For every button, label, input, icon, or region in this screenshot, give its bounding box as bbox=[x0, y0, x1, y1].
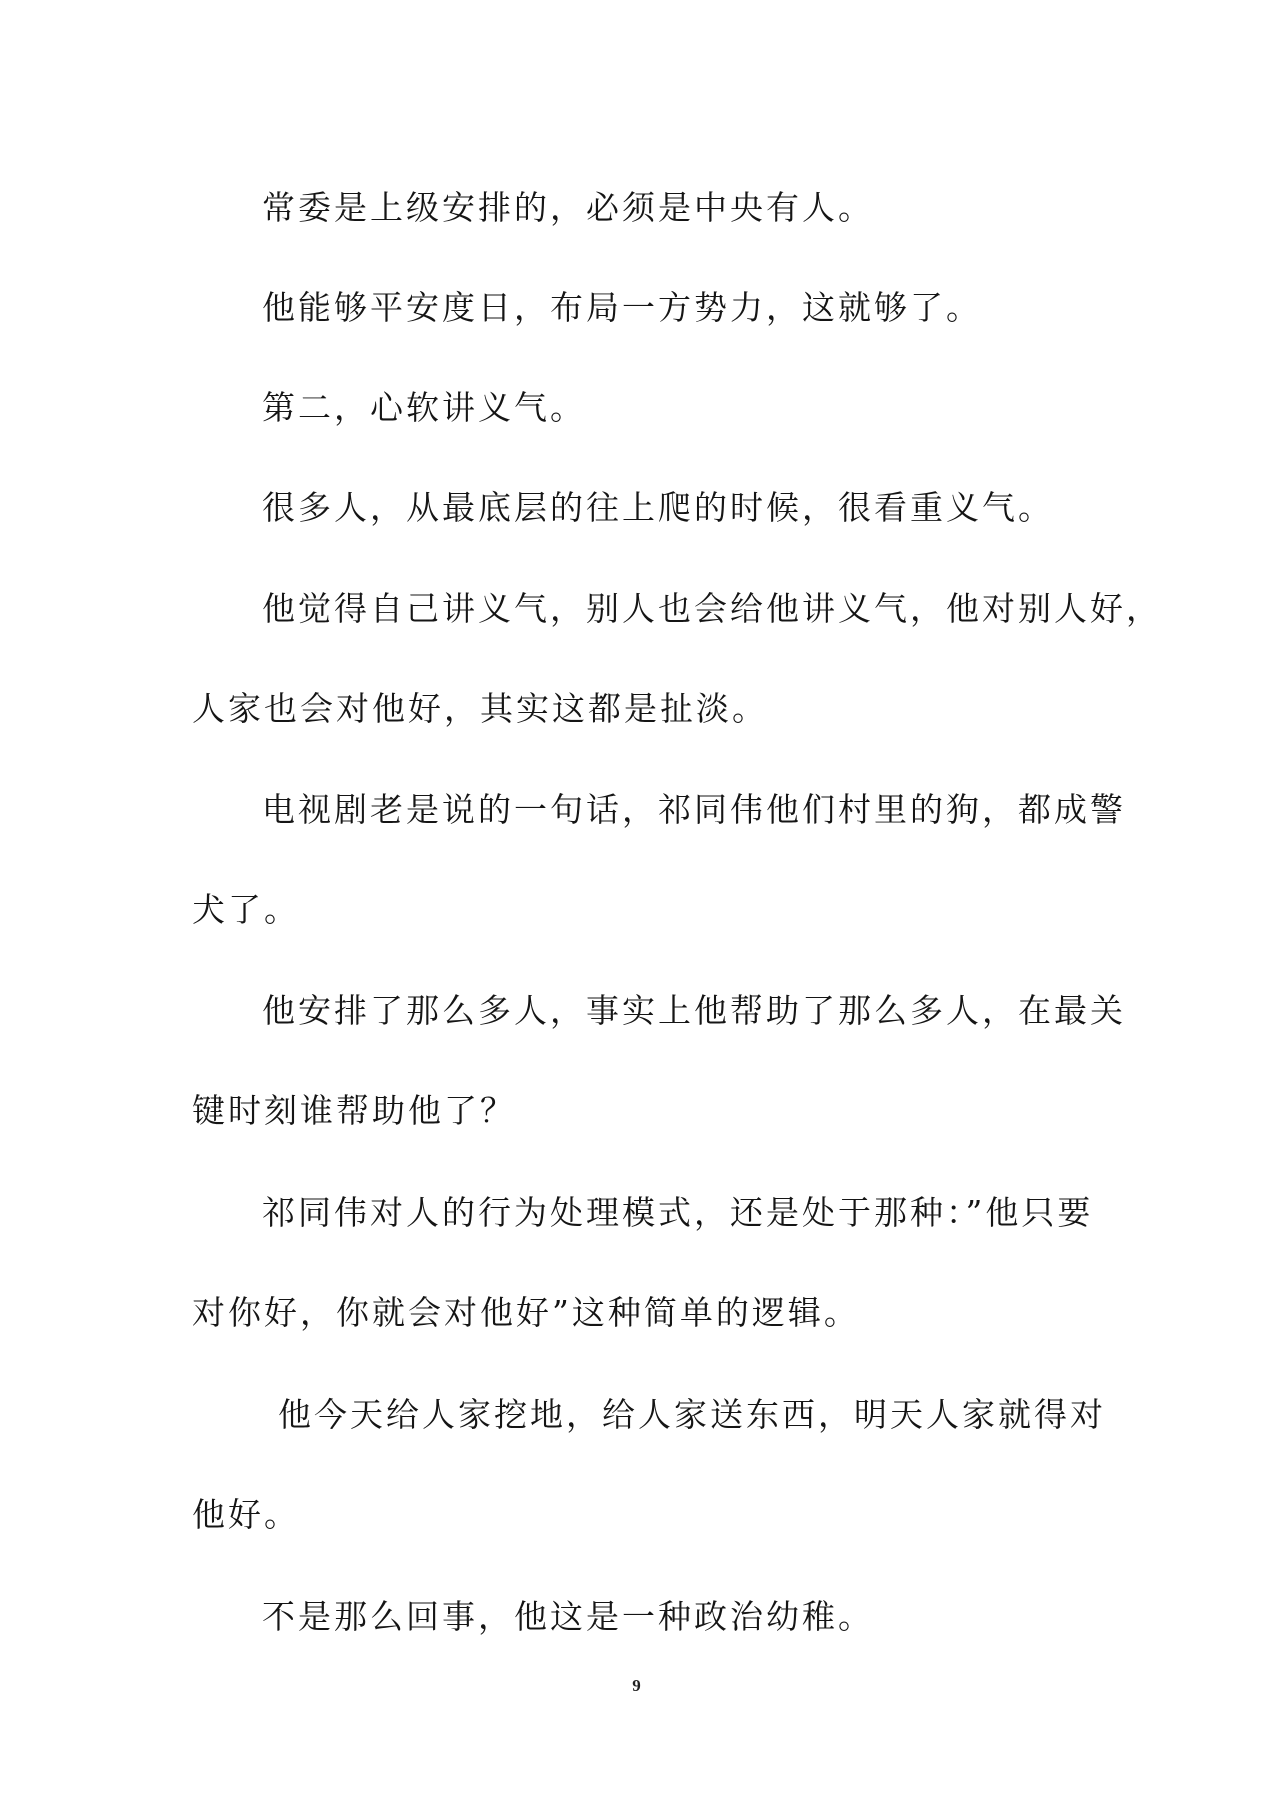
paragraph-line: 不是那么回事，他这是一种政治幼稚。 bbox=[262, 1597, 874, 1636]
paragraph-line: 犬了。 bbox=[192, 890, 300, 929]
paragraph-line: 他能够平安度日，布局一方势力，这就够了。 bbox=[262, 288, 982, 327]
paragraph-line: 人家也会对他好，其实这都是扯淡。 bbox=[192, 689, 768, 728]
paragraph-line: 他好。 bbox=[192, 1495, 300, 1534]
paragraph-line: 他安排了那么多人，事实上他帮助了那么多人，在最关 bbox=[262, 991, 1126, 1030]
paragraph-line: 对你好，你就会对他好”这种简单的逻辑。 bbox=[192, 1293, 860, 1332]
paragraph-line: 键时刻谁帮助他了？ bbox=[192, 1091, 516, 1130]
paragraph-line: 他觉得自己讲义气，别人也会给他讲义气，他对别人好， bbox=[262, 589, 1162, 628]
paragraph-line: 他今天给人家挖地，给人家送东西，明天人家就得对 bbox=[278, 1395, 1106, 1434]
paragraph-line: 电视剧老是说的一句话，祁同伟他们村里的狗，都成警 bbox=[262, 790, 1126, 829]
page-number: 9 bbox=[632, 1676, 641, 1695]
paragraph-line: 祁同伟对人的行为处理模式，还是处于那种：”他只要 bbox=[262, 1193, 1094, 1232]
paragraph-line: 很多人，从最底层的往上爬的时候，很看重义气。 bbox=[262, 488, 1054, 527]
paragraph-line: 常委是上级安排的，必须是中央有人。 bbox=[262, 188, 874, 227]
paragraph-line: 第二，心软讲义气。 bbox=[262, 388, 586, 427]
